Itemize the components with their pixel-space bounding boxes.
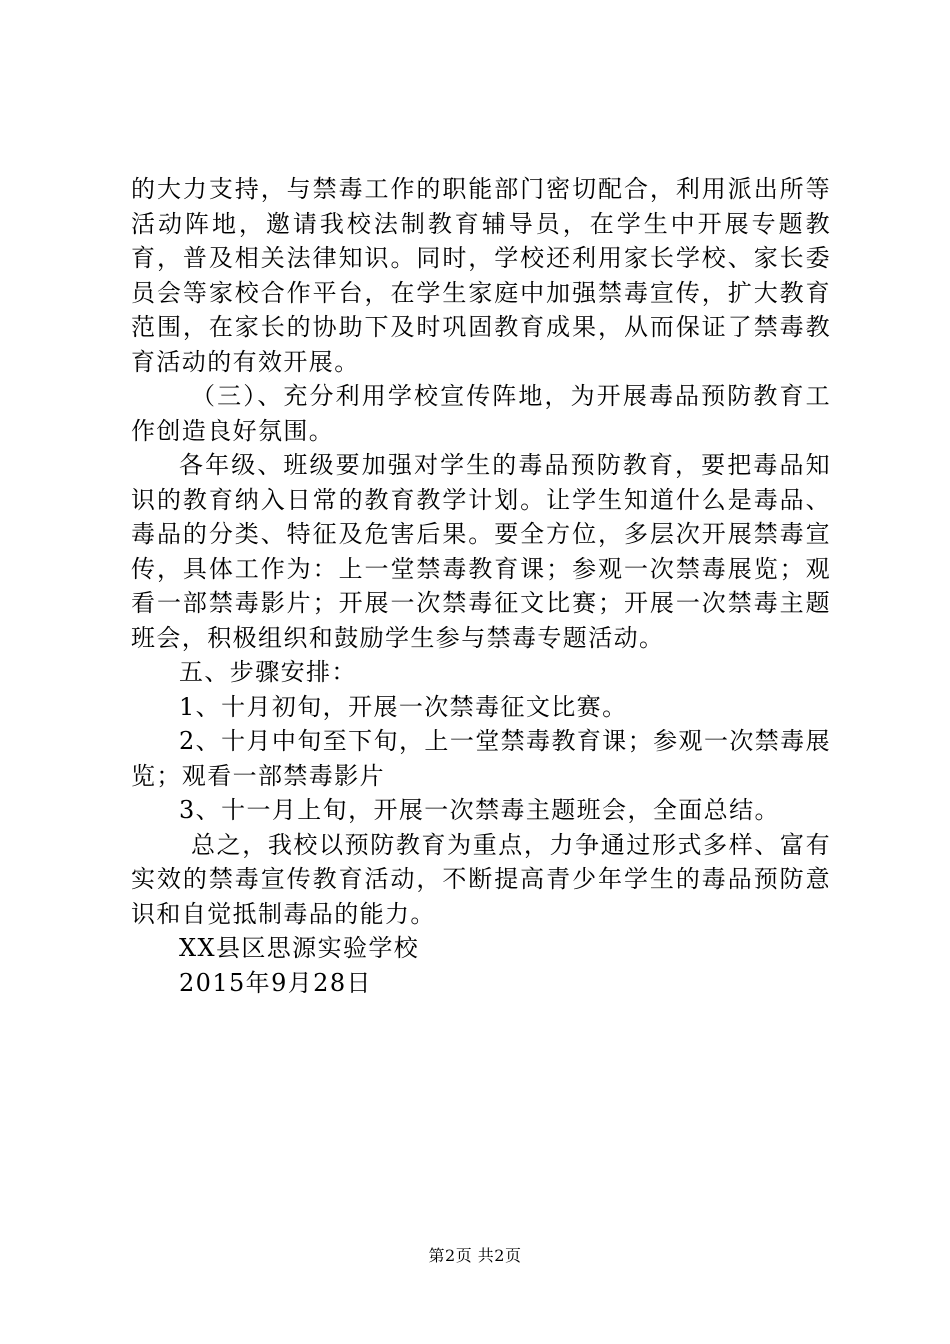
step-item-2: 2、十月中旬至下旬，上一堂禁毒教育课；参观一次禁毒展览；观看一部禁毒影片	[131, 727, 831, 790]
signature-school: XX县区思源实验学校	[179, 934, 420, 962]
document-body	[131, 172, 831, 1000]
paragraph-grade-class-education: 各年级、班级要加强对学生的毒品预防教育，要把毒品知识的教育纳入日常的教育教学计划。让学生知道什么是毒品、毒品的分类、特征及危害后果。要全方位，多层次开展禁毒宣传，具体工作为：上一堂禁毒教育课；参观一次禁毒展览；观看一部禁毒影片；开展一次禁毒征文比赛；开展一次禁毒主题班会，积极组织和鼓励学生参与禁毒专题活动。	[131, 451, 831, 652]
section-heading-three: （三）、充分利用学校宣传阵地，为开展毒品预防教育工作创造良好氛围。	[131, 382, 831, 445]
signature-date: 2015年9月28日	[179, 968, 372, 997]
section-heading-five: 五、步骤安排：	[179, 658, 357, 686]
step-item-1: 1、十月初旬，开展一次禁毒征文比赛。	[179, 692, 628, 721]
paragraph-conclusion: 总之，我校以预防教育为重点，力争通过形式多样、富有实效的禁毒宣传教育活动，不断提高青少年学生的毒品预防意识和自觉抵制毒品的能力。	[131, 830, 831, 928]
step-item-3: 3、十一月上旬，开展一次禁毒主题班会，全面总结。	[179, 796, 780, 824]
page-number-footer: 第2页 共2页	[428, 1246, 522, 1265]
paragraph-support-cooperation: 的大力支持，与禁毒工作的职能部门密切配合，利用派出所等活动阵地，邀请我校法制教育辅导员，在学生中开展专题教育，普及相关法律知识。同时，学校还利用家长学校、家长委员会等家校合作平台，在学生家庭中加强禁毒宣传，扩大教育范围，在家长的协助下及时巩固教育成果，从而保证了禁毒教育活动的有效开展。	[131, 175, 831, 376]
